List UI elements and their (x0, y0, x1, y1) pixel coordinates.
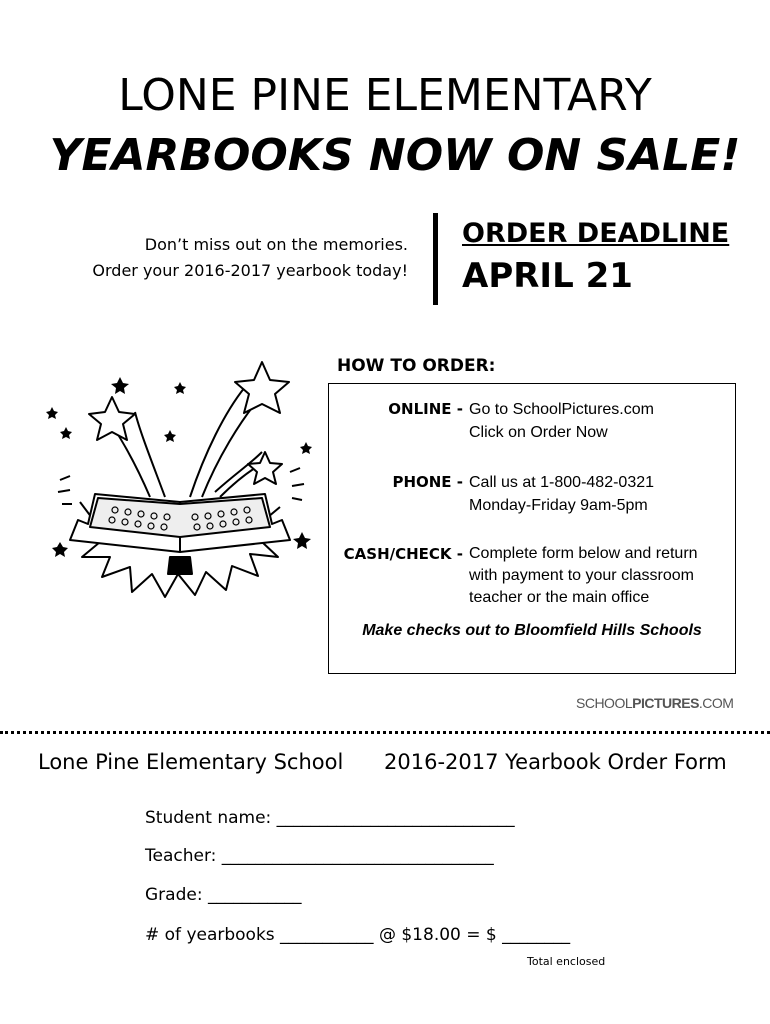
intro-line-1: Don’t miss out on the memories. (144, 235, 408, 254)
method-cash-check-label: CASH/CHECK - (343, 545, 463, 563)
vertical-divider (433, 213, 438, 305)
method-online-line-2: Click on Order Now (469, 424, 608, 441)
schoolpictures-logo (576, 695, 733, 711)
logo-part-school: SCHOOL (576, 695, 633, 711)
form-title: 2016-2017 Yearbook Order Form (384, 750, 727, 774)
page-title: LONE PINE ELEMENTARY (118, 70, 652, 121)
method-online-label: ONLINE - (388, 400, 463, 418)
method-cash-check-line-2: with payment to your classroom (469, 567, 694, 584)
teacher-field: Teacher: ________________________________ (145, 846, 494, 866)
method-phone-details (469, 471, 654, 517)
method-phone-line-1: Call us at 1-800-482-0321 (469, 474, 655, 491)
open-book-with-shooting-stars-icon (40, 352, 320, 622)
method-online-details (469, 398, 654, 444)
student-name-field: Student name: ____________________________ (145, 808, 515, 828)
how-to-order-heading: HOW TO ORDER: (337, 356, 496, 376)
method-cash-check-line-1: Complete form below and return (469, 545, 698, 562)
total-enclosed-caption: Total enclosed (527, 955, 606, 968)
method-cash-check-details (469, 543, 698, 609)
intro-text (92, 232, 408, 284)
logo-part-pictures: PICTURES (632, 695, 699, 711)
yearbook-quantity-field: # of yearbooks ___________ @ $18.00 = $ ________ (145, 925, 571, 945)
page-subtitle: YEARBOOKS NOW ON SALE! (49, 130, 741, 181)
cut-line-divider (0, 731, 770, 734)
method-cash-check-line-3: teacher or the main office (469, 589, 650, 606)
method-phone-line-2: Monday-Friday 9am-5pm (469, 497, 648, 514)
method-phone-label: PHONE - (392, 473, 463, 491)
checks-payable-note: Make checks out to Bloomfield Hills Schools (362, 622, 702, 639)
logo-part-com: .COM (698, 695, 734, 711)
form-school-name: Lone Pine Elementary School (38, 750, 344, 774)
deadline-label: ORDER DEADLINE (462, 218, 730, 249)
intro-line-2: Order your 2016-2017 yearbook today! (92, 261, 408, 280)
how-to-order-box (328, 383, 736, 674)
method-online-line-1: Go to SchoolPictures.com (469, 401, 654, 418)
deadline-date: APRIL 21 (462, 256, 633, 296)
grade-field: Grade: ___________ (145, 885, 302, 905)
